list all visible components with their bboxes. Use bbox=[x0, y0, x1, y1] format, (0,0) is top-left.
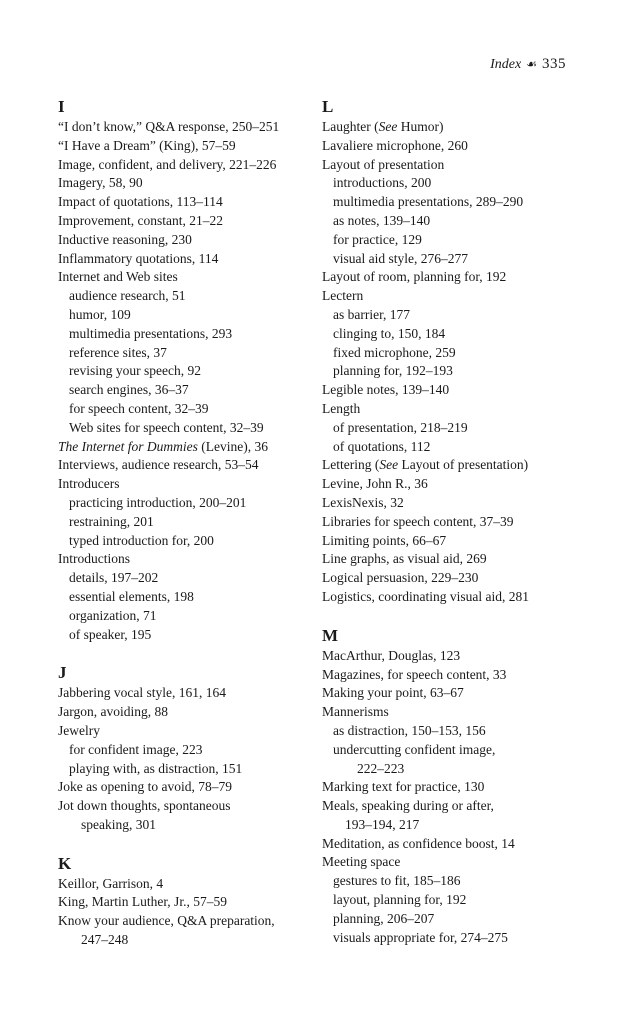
index-entry: Layout of room, planning for, 192 bbox=[322, 269, 507, 285]
index-subentry: clinging to, 150, 184 bbox=[333, 325, 446, 341]
book-title: The Internet for Dummies bbox=[58, 438, 198, 454]
index-entry: “I don’t know,” Q&A response, 250–251 bbox=[58, 119, 280, 134]
index-subentry: multimedia presentations, 289–290 bbox=[333, 194, 524, 210]
index-subentry: as distraction, 150–153, 156 bbox=[333, 722, 486, 738]
index-subentry: layout, planning for, 192 bbox=[333, 892, 467, 908]
index-entry-continuation: speaking, 301 bbox=[81, 816, 156, 832]
section-letter: J bbox=[58, 663, 67, 683]
index-subentry: of presentation, 218–219 bbox=[333, 419, 468, 435]
index-subentry: visual aid style, 276–277 bbox=[333, 250, 468, 266]
index-entry: Joke as opening to avoid, 78–79 bbox=[58, 779, 232, 795]
index-entry: Meditation, as confidence boost, 14 bbox=[322, 835, 515, 851]
index-entry: Lavaliere microphone, 260 bbox=[322, 137, 468, 153]
index-entry: Making your point, 63–67 bbox=[322, 685, 464, 701]
index-subentry: as barrier, 177 bbox=[333, 306, 411, 322]
page-number: 335 bbox=[542, 56, 566, 72]
index-section-j bbox=[58, 662, 338, 834]
index-section-l bbox=[322, 96, 602, 607]
index-subentry: practicing introduction, 200–201 bbox=[69, 494, 247, 510]
index-entry: Jargon, avoiding, 88 bbox=[58, 704, 168, 720]
index-entry: Levine, John R., 36 bbox=[322, 476, 428, 492]
index-entry: Introductions bbox=[58, 551, 130, 567]
index-entry-continuation: 193–194, 217 bbox=[345, 816, 420, 832]
index-subentry: as notes, 139–140 bbox=[333, 212, 431, 228]
index-entry: MacArthur, Douglas, 123 bbox=[322, 647, 461, 663]
index-subentry: planning for, 192–193 bbox=[333, 363, 453, 379]
index-entry: Length bbox=[322, 400, 361, 416]
index-entry: Libraries for speech content, 37–39 bbox=[322, 513, 514, 529]
index-entry: Lectern bbox=[322, 288, 364, 304]
entry-remainder: (Levine), 36 bbox=[201, 438, 268, 454]
section-letter: I bbox=[58, 97, 65, 116]
index-column-left bbox=[58, 96, 338, 968]
index-entry: Internet and Web sites bbox=[58, 269, 178, 285]
index-entry: Magazines, for speech content, 33 bbox=[322, 666, 507, 682]
section-letter: L bbox=[322, 97, 334, 116]
index-subentry: organization, 71 bbox=[69, 607, 157, 623]
running-header bbox=[490, 56, 566, 73]
index-entry: Improvement, constant, 21–22 bbox=[58, 212, 223, 228]
index-subentry: humor, 109 bbox=[69, 306, 131, 322]
index-entry: Jabbering vocal style, 161, 164 bbox=[58, 685, 226, 701]
index-subentry: search engines, 36–37 bbox=[69, 382, 189, 398]
index-subentry: undercutting confident image, bbox=[333, 741, 496, 757]
index-subentry-continuation: 222–223 bbox=[357, 760, 405, 776]
index-entry-continuation: 247–248 bbox=[81, 932, 129, 948]
index-entry: Know your audience, Q&A preparation, bbox=[58, 913, 275, 929]
index-subentry: of quotations, 112 bbox=[333, 438, 431, 454]
index-subentry: multimedia presentations, 293 bbox=[69, 325, 233, 341]
index-section-m bbox=[322, 625, 602, 948]
index-subentry: details, 197–202 bbox=[69, 570, 159, 586]
index-subentry: restraining, 201 bbox=[69, 513, 154, 529]
index-subentry: fixed microphone, 259 bbox=[333, 344, 456, 360]
index-entry: Legible notes, 139–140 bbox=[322, 382, 450, 398]
entry-text: Laughter ( bbox=[322, 119, 379, 134]
index-section-i bbox=[58, 96, 338, 644]
index-entry: Inductive reasoning, 230 bbox=[58, 231, 192, 247]
index-entry: Imagery, 58, 90 bbox=[58, 175, 143, 191]
index-entry: Marking text for practice, 130 bbox=[322, 779, 485, 795]
entry-text: Lettering ( bbox=[322, 457, 380, 473]
index-entry: “I Have a Dream” (King), 57–59 bbox=[58, 137, 236, 153]
index-entry: Introducers bbox=[58, 476, 120, 492]
index-entry: Interviews, audience research, 53–54 bbox=[58, 457, 259, 473]
index-subentry: playing with, as distraction, 151 bbox=[69, 760, 243, 776]
index-entry: Meeting space bbox=[322, 854, 401, 870]
index-entry: Image, confident, and delivery, 221–226 bbox=[58, 156, 277, 172]
fleuron-ornament-icon: ☙ bbox=[526, 57, 537, 71]
index-entry: LexisNexis, 32 bbox=[322, 494, 404, 510]
index-subentry: introductions, 200 bbox=[333, 175, 432, 191]
index-subentry: of speaker, 195 bbox=[69, 626, 152, 642]
index-entry: King, Martin Luther, Jr., 57–59 bbox=[58, 894, 227, 910]
index-entry bbox=[322, 456, 602, 475]
section-letter: K bbox=[58, 853, 72, 873]
index-entry: Impact of quotations, 113–114 bbox=[58, 194, 223, 210]
index-subentry: planning, 206–207 bbox=[333, 910, 435, 926]
index-entry bbox=[58, 438, 338, 457]
index-entry: Line graphs, as visual aid, 269 bbox=[322, 551, 487, 567]
index-entry: Mannerisms bbox=[322, 704, 389, 720]
index-subentry: Web sites for speech content, 32–39 bbox=[69, 419, 264, 435]
index-entry: Meals, speaking during or after, bbox=[322, 798, 494, 814]
index-entry bbox=[322, 118, 602, 137]
index-entry: Jot down thoughts, spontaneous bbox=[58, 798, 231, 814]
index-column-right bbox=[322, 96, 602, 965]
index-entry: Limiting points, 66–67 bbox=[322, 532, 447, 548]
index-entry: Layout of presentation bbox=[322, 156, 445, 172]
index-entry: Jewelry bbox=[58, 722, 100, 738]
index-subentry: reference sites, 37 bbox=[69, 344, 167, 360]
index-subentry: essential elements, 198 bbox=[69, 588, 194, 604]
index-subentry: revising your speech, 92 bbox=[69, 363, 201, 379]
index-subentry: visuals appropriate for, 274–275 bbox=[333, 929, 508, 945]
entry-text: Humor) bbox=[400, 119, 444, 134]
index-subentry: audience research, 51 bbox=[69, 288, 186, 304]
index-entry: Logical persuasion, 229–230 bbox=[322, 570, 479, 586]
index-subentry: gestures to fit, 185–186 bbox=[333, 873, 461, 889]
see-reference: See bbox=[378, 119, 398, 134]
index-entry: Keillor, Garrison, 4 bbox=[58, 875, 164, 891]
index-subentry: for speech content, 32–39 bbox=[69, 400, 209, 416]
entry-text: Layout of presentation) bbox=[401, 457, 529, 473]
index-subentry: typed introduction for, 200 bbox=[69, 532, 214, 548]
index-entry: Inflammatory quotations, 114 bbox=[58, 250, 219, 266]
index-section-k bbox=[58, 853, 338, 950]
index-subentry: for confident image, 223 bbox=[69, 741, 203, 757]
index-subentry: for practice, 129 bbox=[333, 231, 422, 247]
index-entry: Logistics, coordinating visual aid, 281 bbox=[322, 588, 529, 604]
see-reference: See bbox=[379, 457, 399, 473]
running-head-title: Index bbox=[490, 56, 522, 72]
section-letter: M bbox=[322, 625, 339, 645]
